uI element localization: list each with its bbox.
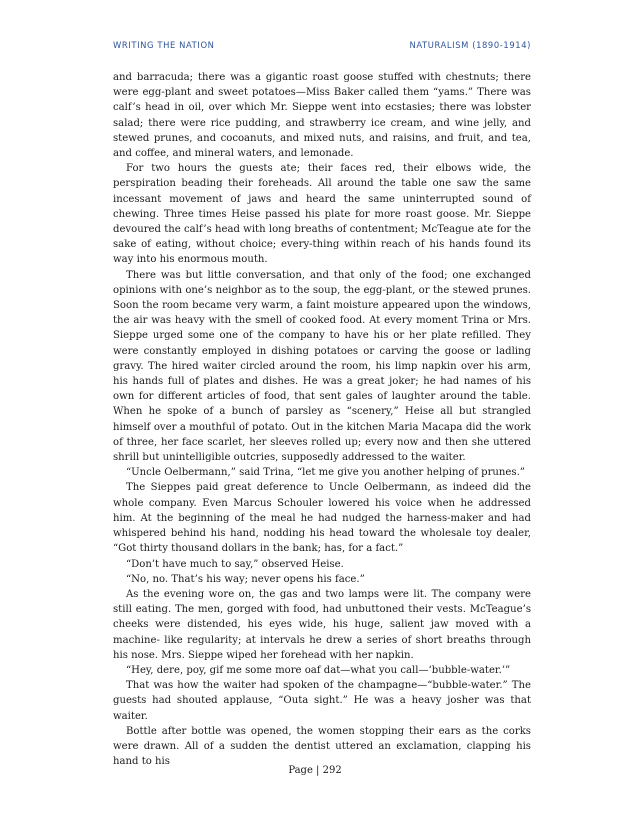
paragraph: For two hours the guests ate; their faces red, their elbows wide, the perspiration beading their foreheads. All around the table one saw the same incessant movement of jaws and heard the same uninterrupted sound of chewing. Three times Heise passed his plate for more roast goose. Mr. Sieppe devoured the calf’s head with long breaths of contentment; McTeague ate for the sake of eating, without choice; every-thing within reach of his hands found its way into his enormous mouth.: [113, 163, 531, 266]
paragraph: and barracuda; there was a gigantic roast goose stuffed with chestnuts; there were egg-plant and sweet potatoes—Miss Baker called them “yams.” There was calf’s head in oil, over which Mr. Sieppe went into ecstasies; there was lobster salad; there were rice pudding, and strawberry ice cream, and wine jelly, and stewed prunes, and cocoanuts, and mixed nuts, and raisins, and fruit, and tea, and coffee, and mineral waters, and lemonade.: [113, 72, 531, 160]
paragraph: “Don’t have much to say,” observed Heise.: [126, 558, 344, 570]
paragraph: That was how the waiter had spoken of the champagne—“bubble-water.” The guests had shouted applause, “Outa sight.” He was a heavy josher was that waiter.: [113, 680, 531, 722]
paragraph: “Hey, dere, poy, gif me some more oaf dat—what you call—‘bubble-water.’”: [126, 664, 511, 676]
paragraph: “No, no. That’s his way; never opens his face.”: [126, 573, 365, 585]
header-book-title: WRITING THE NATION: [113, 40, 215, 50]
paragraph: The Sieppes paid great deference to Uncle Oelbermann, as indeed did the whole company. Even Marcus Schouler lowered his voice when he addressed him. At the beginning of the meal he had nudged the harness-maker and had whispered behind his hand, nodding his head toward the wholesale toy dealer, “Got thirty thousand dollars in the bank; has, for a fact.”: [113, 482, 531, 555]
body-text: [113, 70, 531, 769]
paragraph: As the evening wore on, the gas and two lamps were lit. The company were still eating. The men, gorged with food, had unbuttoned their vests. McTeague’s cheeks were distended, his eyes wide, his huge, salient jaw moved with a machine- like regularity; at intervals he drew a series of short breaths through his nose. Mrs. Sieppe wiped her forehead with her napkin.: [113, 588, 531, 661]
paragraph: There was but little conversation, and that only of the food; one exchanged opinions with one’s neighbor as to the soup, the egg-plant, or the stewed prunes. Soon the room became very warm, a faint moisture appeared upon the windows, the air was heavy with the smell of cooked food. At every moment Trina or Mrs. Sieppe urged some one of the company to have his or her plate refilled. They were constantly employed in dishing potatoes or carving the goose or ladling gravy. The hired waiter circled around the room, his limp napkin over his arm, his hands full of plates and dishes. He was a great joker; he had names of his own for different articles of food, that sent gales of laughter around the table. When he spoke of a bunch of parsley as “scenery,” Heise all but strangled himself over a mouthful of potato. Out in the kitchen Maria Macapa did the work of three, her face scarlet, her sleeves rolled up; every now and then she uttered shrill but unintelligible outcries, supposedly addressed to the waiter.: [113, 269, 531, 464]
header-section-title: NATURALISM (1890-1914): [409, 40, 531, 50]
paragraph: Bottle after bottle was opened, the women stopping their ears as the corks were drawn. All of a sudden the dentist uttered an exclamation, clapping his hand to his: [113, 725, 531, 768]
page-footer: [0, 765, 630, 776]
paragraph: “Uncle Oelbermann,” said Trina, “let me give you another helping of prunes.”: [126, 467, 525, 479]
running-header: [113, 40, 531, 50]
page-number: Page | 292: [288, 765, 342, 776]
